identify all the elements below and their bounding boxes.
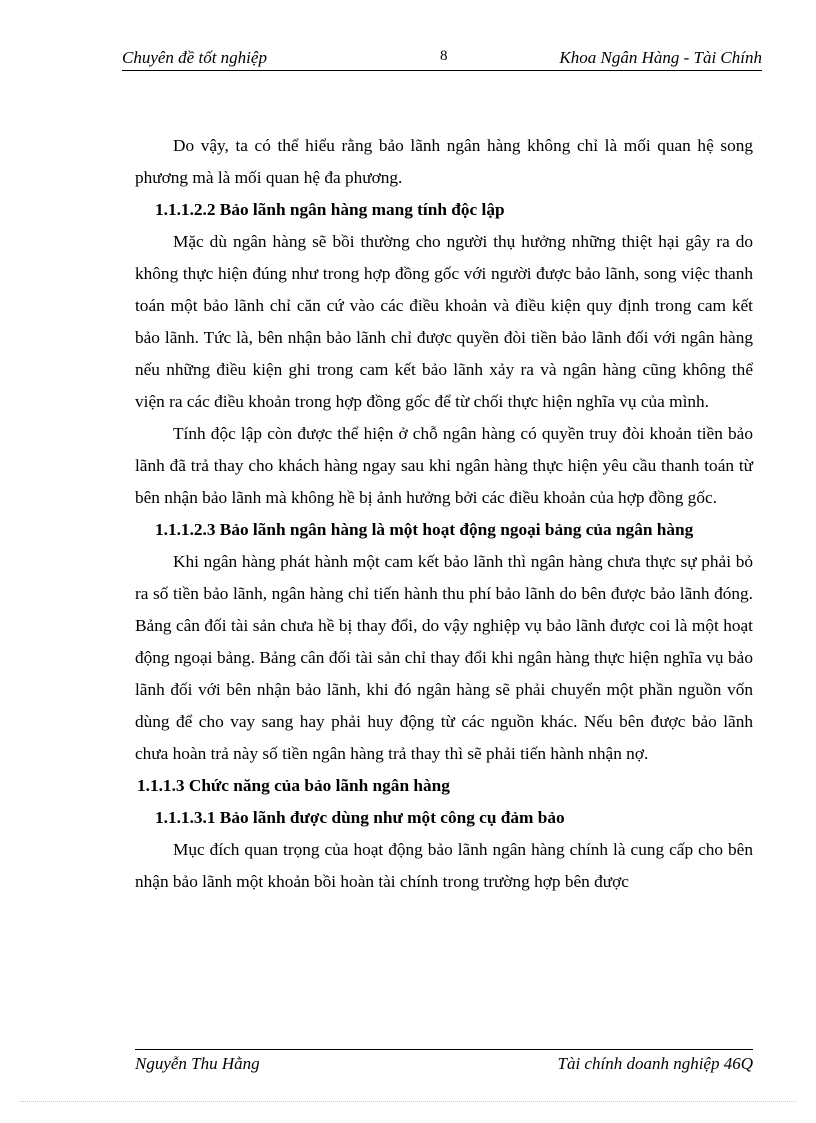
section-heading: 1.1.1.3.1 Bảo lãnh được dùng như một công cụ đảm bảo — [155, 808, 565, 827]
footer-class: Tài chính doanh nghiệp 46Q — [557, 1054, 753, 1073]
section-heading: 1.1.1.2.2 Bảo lãnh ngân hàng mang tính độc lập — [155, 200, 505, 219]
header-thesis-title: Chuyên đề tốt nghiệp — [122, 48, 267, 67]
paragraph: Tính độc lập còn được thể hiện ở chỗ ngân hàng có quyền truy đòi khoản tiền bảo lãnh đã trả thay cho khách hàng ngay sau khi ngân hàng thực hiện yêu cầu thanh toán từ bên nhận bảo lãnh mà không hề bị ảnh hưởng bởi các điều khoản của hợp đồng gốc. — [135, 424, 753, 507]
page-number: 8 — [440, 48, 448, 64]
paragraph: Khi ngân hàng phát hành một cam kết bảo lãnh thì ngân hàng chưa thực sự phải bỏ ra số tiền bảo lãnh, ngân hàng chỉ tiến hành thu phí bảo lãnh do bên được bảo lãnh đóng. Bảng cân đối tài sản chưa hề bị thay đổi, do vậy nghiệp vụ bảo lãnh được coi là một hoạt động ngoại bảng. Bảng cân đối tài sản chỉ thay đổi khi ngân hàng thực hiện nghĩa vụ bảo lãnh đối với bên nhận bảo lãnh, khi đó ngân hàng sẽ phải chuyển một phần nguồn vốn dùng để cho vay sang hay phải huy động từ các nguồn khác. Nếu bên được bảo lãnh chưa hoàn trả này số tiền ngân hàng trả thay thì sẽ phải tiến hành nhận nợ. — [135, 552, 753, 763]
page-bottom-border — [20, 1101, 796, 1102]
section-heading: 1.1.1.2.3 Bảo lãnh ngân hàng là một hoạt động ngoại bảng của ngân hàng — [155, 520, 694, 539]
page-footer — [135, 1054, 753, 1078]
paragraph: Do vậy, ta có thể hiểu rằng bảo lãnh ngân hàng không chỉ là mối quan hệ song phương mà là mối quan hệ đa phương. — [135, 136, 753, 187]
footer-author: Nguyễn Thu Hằng — [135, 1054, 260, 1073]
paragraph: Mặc dù ngân hàng sẽ bồi thường cho người thụ hưởng những thiệt hại gây ra do không thực hiện đúng như trong hợp đồng gốc với người được bảo lãnh, song việc thanh toán một bảo lãnh chỉ căn cứ vào các điều khoản và điều kiện quy định trong cam kết bảo lãnh. Tức là, bên nhận bảo lãnh chỉ được quyền đòi tiền bảo lãnh đối với ngân hàng nếu những điều kiện ghi trong cam kết bảo lãnh xảy ra và ngân hàng cũng không thể viện ra các điều khoản trong hợp đồng gốc để từ chối thực hiện nghĩa vụ của mình. — [135, 232, 753, 411]
document-body — [135, 130, 753, 898]
header-department: Khoa Ngân Hàng - Tài Chính — [559, 48, 762, 67]
paragraph: Mục đích quan trọng của hoạt động bảo lãnh ngân hàng chính là cung cấp cho bên nhận bảo lãnh một khoản bồi hoàn tài chính trong trường hợp bên được — [135, 840, 753, 891]
section-heading: 1.1.1.3 Chức năng của bảo lãnh ngân hàng — [137, 776, 450, 795]
footer-divider — [135, 1049, 753, 1050]
page-header — [122, 48, 762, 71]
